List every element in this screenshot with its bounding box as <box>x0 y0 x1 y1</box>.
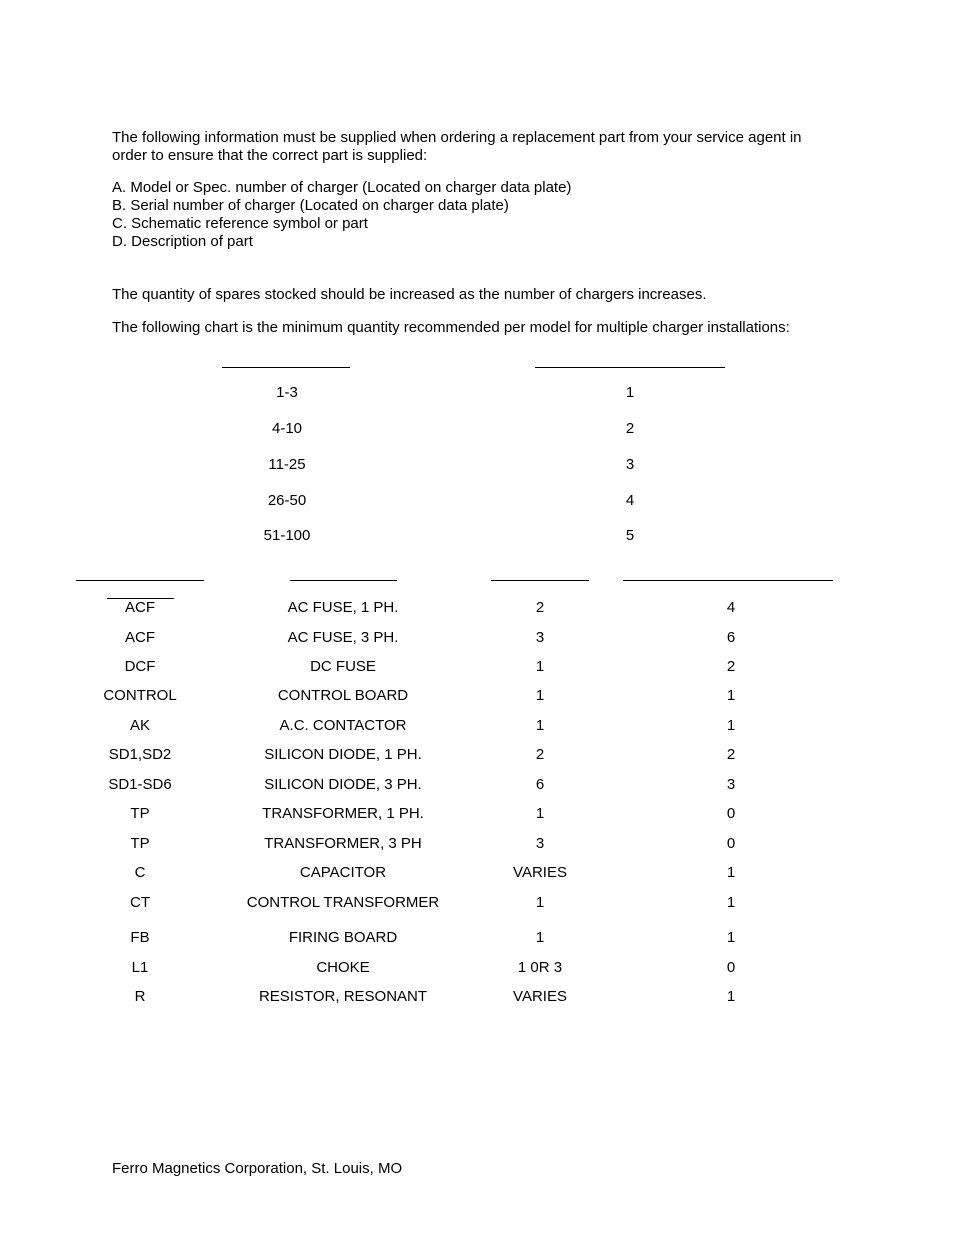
description-cell: AC FUSE, 3 PH. <box>287 629 399 646</box>
chargers-cell: 11-25 <box>268 456 306 473</box>
quantity-cell: 1 <box>625 384 635 401</box>
chargers-cell: 26-50 <box>267 492 307 509</box>
header-rule <box>535 367 725 368</box>
quantity-cell: 1 <box>726 687 736 704</box>
description-cell: A.C. CONTACTOR <box>279 717 407 734</box>
quantity-cell: 2 <box>625 420 635 437</box>
order-info-item: B. Serial number of charger (Located on charger data plate) <box>112 197 509 214</box>
intro-line-2: order to ensure that the correct part is supplied: <box>112 147 428 164</box>
quantity-cell: VARIES <box>513 864 567 881</box>
symbol-cell: R <box>134 988 146 1005</box>
description-cell: CAPACITOR <box>299 864 387 881</box>
quantity-cell: 1 <box>535 687 545 704</box>
quantity-cell: 1 <box>726 929 736 946</box>
header-rule <box>222 367 350 368</box>
symbol-cell: SD1-SD6 <box>108 776 172 793</box>
description-cell: CONTROL TRANSFORMER <box>246 894 440 911</box>
description-cell: SILICON DIODE, 1 PH. <box>264 746 422 763</box>
header-rule <box>491 580 589 581</box>
quantity-cell: VARIES <box>513 988 567 1005</box>
quantity-cell: 1 <box>535 717 545 734</box>
quantity-cell: 4 <box>726 599 736 616</box>
symbol-cell: CONTROL <box>103 687 177 704</box>
quantity-cell: 1 <box>535 894 545 911</box>
description-cell: CHOKE <box>316 959 370 976</box>
quantity-cell: 1 <box>535 929 545 946</box>
symbol-cell: FB <box>130 929 150 946</box>
symbol-cell: CT <box>130 894 150 911</box>
quantity-cell: 0 <box>726 835 736 852</box>
description-cell: FIRING BOARD <box>288 929 398 946</box>
description-cell: DC FUSE <box>310 658 376 675</box>
quantity-cell: 6 <box>726 629 736 646</box>
description-cell: RESISTOR, RESONANT <box>258 988 428 1005</box>
symbol-cell: C <box>134 864 146 881</box>
quantity-cell: 3 <box>535 629 545 646</box>
quantity-cell: 1 <box>726 717 736 734</box>
quantity-cell: 2 <box>726 746 736 763</box>
quantity-cell: 4 <box>625 492 635 509</box>
quantity-cell: 1 <box>535 658 545 675</box>
header-rule <box>623 580 833 581</box>
quantity-cell: 3 <box>625 456 635 473</box>
header-rule <box>76 580 204 581</box>
symbol-cell: TP <box>130 805 150 822</box>
description-cell: SILICON DIODE, 3 PH. <box>264 776 422 793</box>
symbol-cell: ACF <box>125 629 155 646</box>
description-cell: TRANSFORMER, 1 PH. <box>262 805 424 822</box>
chart-intro: The following chart is the minimum quantity recommended per model for multiple charger installations: <box>112 319 790 336</box>
quantity-cell: 3 <box>726 776 736 793</box>
footer-text: Ferro Magnetics Corporation, St. Louis, MO <box>112 1160 403 1177</box>
quantity-cell: 2 <box>535 746 545 763</box>
quantity-cell: 5 <box>625 527 635 544</box>
order-info-item: C. Schematic reference symbol or part <box>112 215 368 232</box>
quantity-cell: 6 <box>535 776 545 793</box>
symbol-cell: TP <box>130 835 150 852</box>
intro-line-1: The following information must be supplied when ordering a replacement part from your service agent in <box>112 129 802 146</box>
chargers-cell: 4-10 <box>271 420 303 437</box>
header-rule <box>290 580 397 581</box>
symbol-cell: ACF <box>125 599 155 616</box>
symbol-cell: L1 <box>131 959 149 976</box>
quantity-cell: 1 <box>726 894 736 911</box>
quantity-cell: 3 <box>535 835 545 852</box>
description-cell: CONTROL BOARD <box>277 687 409 704</box>
symbol-cell: DCF <box>124 658 156 675</box>
quantity-cell: 1 0R 3 <box>517 959 563 976</box>
symbol-cell: SD1,SD2 <box>108 746 172 763</box>
description-cell: TRANSFORMER, 3 PH <box>264 835 422 852</box>
symbol-cell: AK <box>129 717 150 734</box>
order-info-item: D. Description of part <box>112 233 253 250</box>
quantity-cell: 2 <box>535 599 545 616</box>
chargers-cell: 1-3 <box>276 384 298 401</box>
quantity-cell: 1 <box>726 988 736 1005</box>
quantity-cell: 0 <box>726 959 736 976</box>
chargers-cell: 51-100 <box>263 527 311 544</box>
order-info-item: A. Model or Spec. number of charger (Located on charger data plate) <box>112 179 572 196</box>
quantity-cell: 1 <box>726 864 736 881</box>
quantity-cell: 1 <box>535 805 545 822</box>
quantity-cell: 2 <box>726 658 736 675</box>
spares-note: The quantity of spares stocked should be increased as the number of chargers increases. <box>112 286 707 303</box>
intro-paragraph <box>112 129 842 165</box>
description-cell: AC FUSE, 1 PH. <box>287 599 399 616</box>
quantity-cell: 0 <box>726 805 736 822</box>
